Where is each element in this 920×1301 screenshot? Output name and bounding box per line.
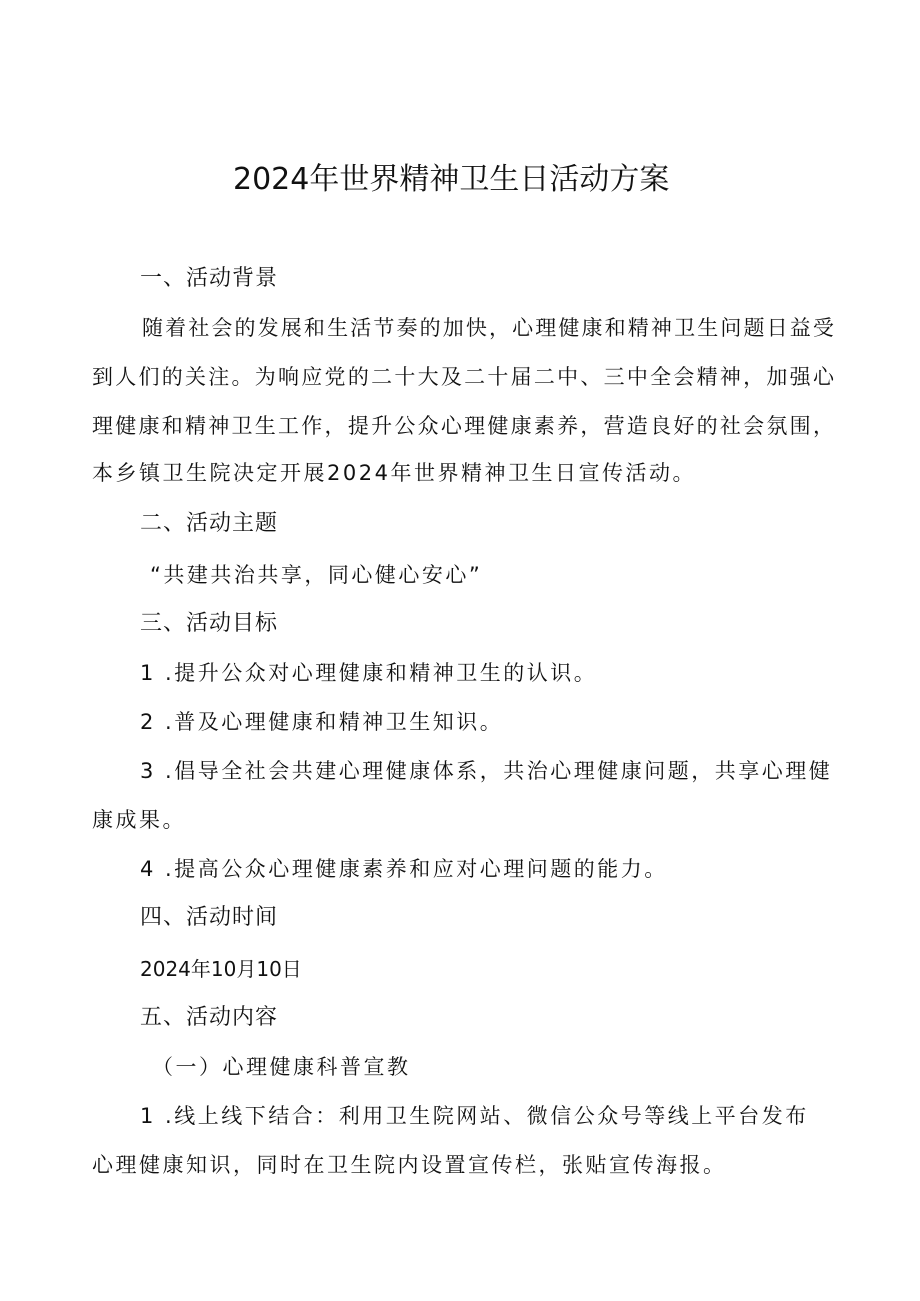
- section-heading-content: 五、活动内容: [140, 1005, 279, 1030]
- goal-item-3-line-2: 康成果。: [92, 808, 186, 832]
- background-paragraph-line-3: 理健康和精神卫生工作，提升公众心理健康素养，营造良好的社会氛围，: [92, 414, 837, 438]
- background-paragraph-line-4: 本乡镇卫生院决定开展2024年世界精神卫生日宣传活动。: [92, 461, 696, 485]
- content-item-1-line-2: 心理健康知识，同时在卫生院内设置宣传栏，张贴宣传海报。: [92, 1153, 727, 1177]
- content-subheading-1: （一）心理健康科普宣教: [152, 1055, 411, 1079]
- section-heading-time: 四、活动时间: [140, 905, 279, 930]
- goal-item-3-line-1: 3 .倡导全社会共建心理健康体系，共治心理健康问题，共享心理健: [140, 759, 833, 783]
- section-heading-background: 一、活动背景: [140, 266, 279, 291]
- section-heading-goals: 三、活动目标: [140, 611, 279, 636]
- event-date: 2024年10月10日: [140, 957, 302, 981]
- theme-slogan: “共建共治共享，同心健心安心”: [150, 563, 483, 587]
- section-heading-theme: 二、活动主题: [140, 511, 279, 536]
- goal-item-1: 1 .提升公众对心理健康和精神卫生的认识。: [140, 661, 598, 685]
- content-item-1-line-1: 1 .线上线下结合：利用卫生院网站、微信公众号等线上平台发布: [140, 1104, 809, 1128]
- background-paragraph-line-2: 到人们的关注。为响应党的二十大及二十届二中、三中全会精神，加强心: [92, 365, 837, 389]
- background-paragraph-line-1: 随着社会的发展和生活节奏的加快，心理健康和精神卫生问题日益受: [142, 316, 836, 340]
- goal-item-4: 4 .提高公众心理健康素养和应对心理问题的能力。: [140, 857, 668, 881]
- goal-item-2: 2 .普及心理健康和精神卫生知识。: [140, 710, 504, 734]
- document-title: 2024年世界精神卫生日活动方案: [233, 162, 670, 197]
